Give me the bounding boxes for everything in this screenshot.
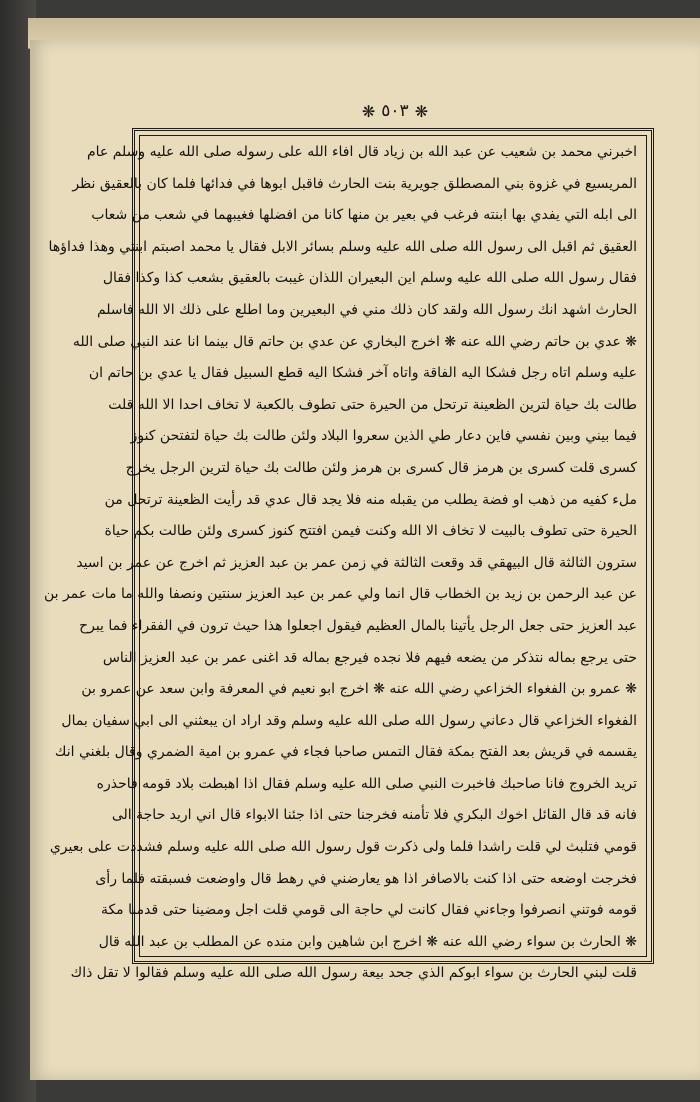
text-line: قومي فتلبث لي قلت راشدا فلما ولى ذكرت قول رسول الله صلى الله عليه وسلم فشددت على بعيري (49, 839, 637, 856)
text-line: فيما بيني وبين نفسي فاين دعار طي الذين سعروا البلاد ولئن طالت بك حياة لتفتحن كنوز (130, 428, 637, 445)
text-line: سترون الثالثة قال البيهقي قد وقعت الثالثة في زمن عمر بن عبد العزيز ثم اخرج عن عمر بن اسيد (76, 554, 637, 571)
text-line: ملء كفيه من ذهب او فضة يطلب من يقبله منه فلا يجد قال عدي قد رأيت الظعينة ترتحل من (104, 491, 637, 508)
text-line: طالت بك حياة لترين الظعينة ترتحل من الحيرة حتى تطوف بالكعبة لا تخاف احدا الا الله قلت (108, 396, 637, 413)
text-line: الفغواء الخزاعي قال دعاني رسول الله صلى الله عليه وسلم وقد اراد ان يبعثني الى ابي سفيان بمال (61, 712, 637, 729)
text-line: فانه قد قال القائل اخوك البكري فلا تأمنه فخرجنا حتى اذا جئنا الابواء قال اني اريد حاجة الى (111, 807, 637, 824)
ornament-right-icon: ❋ (414, 101, 429, 121)
text-line: فخرجت اوضعه حتى اذا كنت بالاصافر اذا هو يعارضني في رهط قال واوضعت فسبقته فلما رأى (95, 870, 637, 887)
text-line: حتى يرجع بماله نتذكر من يضعه فيهم فلا نجده فيرجع بماله قد اغنى عمر بن عبد العزيز الناس (102, 649, 637, 666)
text-line: قلت لبني الحارث بن سواء ابوكم الذي جحد بيعة رسول الله صلى الله عليه وسلم فقالوا لا تقل ذاك (70, 965, 637, 982)
text-line: فقال رسول الله صلى الله عليه وسلم اين البعيران اللذان غيبت بالعقيق بشعب كذا وكذا فقال (102, 270, 637, 287)
text-line: تريد الخروج فانا صاحبك فاخبرت النبي صلى الله عليه وسلم فقال اذا اهبطت بلاد قومه فاحذره (96, 775, 637, 792)
page-number-header (350, 100, 440, 122)
text-line: عن عبد الرحمن بن زيد بن الخطاب قال انما ولي عمر بن عبد العزيز سنتين ونصفا والله ما مات عمر بن (43, 586, 637, 603)
text-line: الى ابله التي يفدي بها ابنته فرغب في بعير بن منها كانا من افضلها فغيبهما في شعب من شعاب (91, 207, 637, 224)
text-line: اخبرني محمد بن شعيب عن عبد الله بن زياد قال افاء الله على رسوله صلى الله عليه وسلم عام (86, 144, 637, 160)
page-number: ٥٠٣ (381, 101, 409, 121)
text-line: قومه فوتني انصرفوا وجاءني فقال كانت لي حاجة الى قومي قلت اجل ومضينا حتى قدمنا مكة (100, 902, 637, 919)
text-frame (43, 128, 654, 982)
text-line: الحيرة حتى تطوف بالبيت لا تخاف الا الله وكنت فيمن افتتح كنوز كسرى ولئن طالت بكم حياة (104, 523, 637, 540)
text-line: يقسمه في قريش بعد الفتح بمكة فقال التمس صاحبا فجاء في عمرو بن امية الضمري وقال بلغني انك (54, 744, 637, 761)
text-line: المريسيع في غزوة بني المصطلق جويرية بنت الحارث فاقبل ابوها في فدائها فلما كان بالعقيق نظر (72, 175, 637, 192)
text-line: كسرى قلت كسرى بن هرمز قال كسرى بن هرمز ولئن طالت بك حياة لترين الرجل يخرج (125, 459, 637, 476)
text-block (43, 137, 637, 990)
text-line: عليه وسلم اتاه رجل فشكا اليه الفاقة واتاه آخر فشكا اليه قطع السبيل فقال يا عدي بن حاتم ان (88, 365, 637, 382)
section-heading-line: ❋ عدي بن حاتم رضي الله عنه ❋ اخرج البخاري عن عدي بن حاتم قال بينما انا عند النبي صلى الله (72, 333, 637, 350)
text-line: الحارث اشهد انك رسول الله ولقد كان ذلك مني في البعيرين وما اطلع على ذلك الا الله فاسلم (96, 301, 637, 318)
section-heading-line: ❋ عمرو بن الفغواء الخزاعي رضي الله عنه ❋ اخرج ابو نعيم في المعرفة وابن سعد عن عمرو بن (81, 681, 637, 698)
section-heading-line: ❋ الحارث بن سواء رضي الله عنه ❋ اخرج ابن شاهين وابن منده عن المطلب بن عبد الله قال (98, 933, 637, 950)
text-line: عبد العزيز حتى جعل الرجل يأتينا بالمال العظيم فيقول اجعلوا هذا حيث ترون في الفقراء فما يبرح (79, 617, 637, 634)
text-line: العقيق ثم اقبل الى رسول الله صلى الله عليه وسلم بسائر الابل فقال يا محمد اصبتم ابنتي وهذا فداؤها (48, 238, 637, 255)
ornament-left-icon: ❋ (361, 101, 376, 121)
